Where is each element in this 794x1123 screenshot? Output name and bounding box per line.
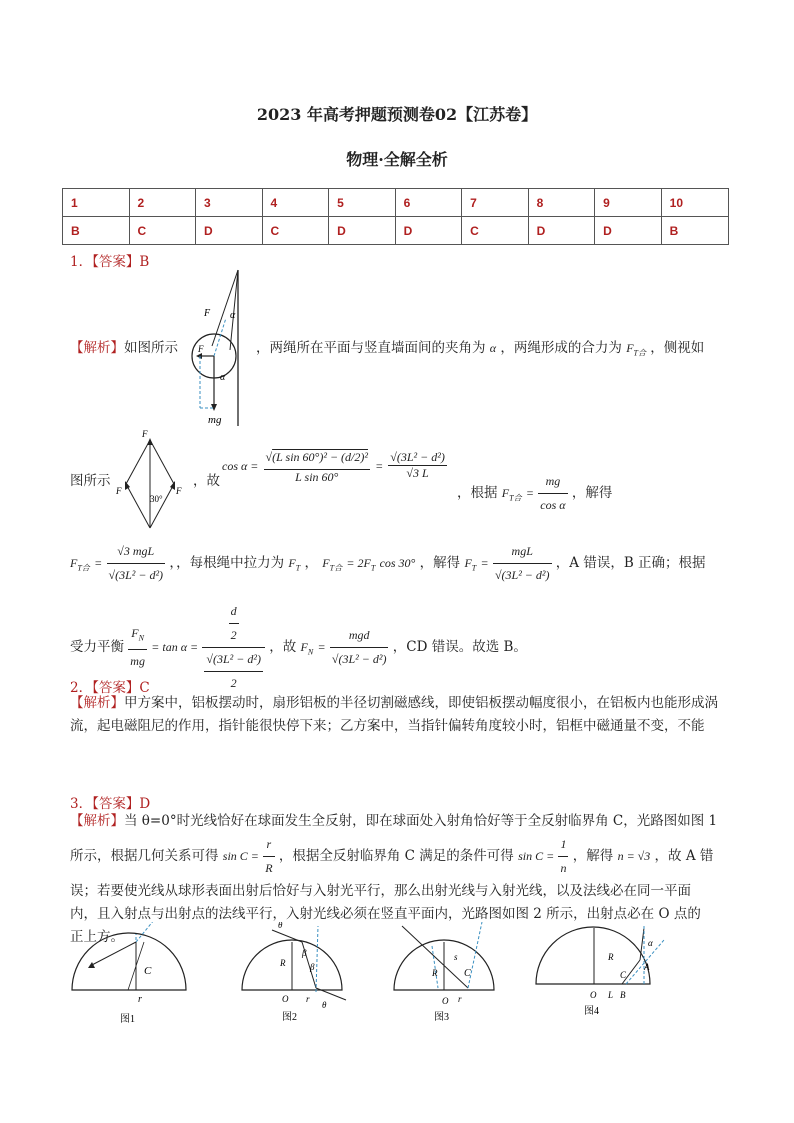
fig-label: α (220, 372, 226, 383)
math-fraction (107, 540, 166, 587)
answer-cell: D (196, 217, 263, 245)
q1-line2-b: ，故 (193, 473, 220, 489)
fig-label: r (306, 994, 310, 1004)
answer-cell: D (528, 217, 595, 245)
hemisphere (72, 933, 186, 990)
text-run: ，故 A 错 (654, 848, 714, 864)
fig-label: O (442, 996, 449, 1006)
text-run: 如图所示 (124, 340, 178, 356)
math-fraction (202, 600, 265, 695)
paper-title: 2023 年高考押题预测卷02【江苏卷】 (256, 105, 538, 124)
text-run: ，根据 (457, 485, 498, 501)
text-run: ，A 错误，B 正确；根据 (555, 555, 706, 571)
eq-cos-alpha (222, 446, 447, 485)
math-run: = (94, 556, 103, 570)
math-f: F (70, 556, 78, 570)
text-run: 甲方案中，铝板摆动时，扇形铝板的半径切割磁感线，即使铝板摆动幅度很小，在铝板内也能形成涡流，起电磁阻尼的作用，指针能很快停下来；乙方案中，当指针偏转角度较小时，铝框中磁通量不变，不能 (70, 695, 718, 734)
arrowhead (125, 481, 130, 490)
math-numerator: 1 (558, 833, 568, 857)
text-run: 受力平衡 (70, 639, 124, 655)
q1-line1-left (70, 337, 178, 360)
math-f: F (288, 556, 296, 570)
math-f: F (322, 556, 330, 570)
question-number-cell: 6 (395, 189, 462, 217)
math-f: F (464, 556, 472, 570)
math-sub: N (138, 633, 144, 643)
math-numerator: √(L sin 60°)² − (d/2)² (264, 446, 370, 470)
fig-caption: 图1 (120, 1014, 135, 1025)
math-denominator: cos α (540, 498, 566, 512)
math-sub: T (295, 563, 301, 573)
math-fraction (229, 600, 239, 647)
answer-table (62, 188, 729, 245)
math-fraction (538, 470, 567, 517)
question-number-cell: 3 (196, 189, 263, 217)
q1-line2-a: 图所示 (70, 473, 111, 489)
math-numerator: mg (538, 470, 567, 494)
math-run: = (317, 640, 326, 654)
math-run: sin C = (518, 849, 555, 863)
text-line: 正上方。 (70, 929, 124, 945)
math-denominator: √3 L (406, 466, 429, 480)
fig-label: B (620, 990, 626, 1000)
math-fraction (263, 833, 274, 880)
dashed-line (136, 922, 154, 942)
answer-cell: D (395, 217, 462, 245)
fig-label: A (644, 962, 650, 972)
fig-label: R (608, 952, 614, 962)
fig-caption: 图4 (584, 1006, 599, 1017)
math-numerator: mgd (330, 624, 389, 648)
dashed-line (316, 926, 318, 992)
text-line (70, 810, 730, 833)
math-denominator: √(3L² − d²) (331, 652, 387, 666)
math-run: cos 30° (379, 556, 416, 570)
answer-cell: D (329, 217, 396, 245)
math-fraction (128, 622, 147, 673)
math-denominator: n (560, 861, 567, 875)
text-run: ，解得 (571, 485, 613, 501)
q1-line2-c (457, 470, 612, 517)
q3-answer-label: 3．【答案】D (70, 796, 151, 812)
question-number-cell: 9 (595, 189, 662, 217)
fig-label: r (138, 994, 142, 1005)
math-sub: T合 (77, 563, 90, 573)
math-alpha: α (489, 341, 497, 355)
q1-ball-figure (190, 268, 260, 428)
q2-explanation (70, 692, 726, 738)
fig-label: L (608, 990, 614, 1000)
fig-caption: 图3 (434, 1012, 449, 1023)
answer-table-answer-row (63, 217, 729, 245)
tension-line (126, 484, 150, 528)
q1-force-triangle-figure (112, 428, 192, 533)
math-numerator: √(3L² − d²) (204, 648, 263, 672)
math-denominator: 2 (230, 628, 237, 642)
math-fraction (264, 446, 370, 485)
figure-2 (242, 922, 346, 1023)
triangle-side (150, 440, 174, 484)
answer-cell: B (661, 217, 728, 245)
text-run: 当 θ=0°时光线恰好在球面发生全反射，即在球面处入射角恰好等于全反射临界角 C，光路图如图 1 (124, 813, 718, 829)
math-denominator: R (265, 861, 273, 875)
text-run: ，侧视如 (650, 340, 705, 356)
text-line: 误；若要使光线从球形表面出射后恰好与入射光平行，那么出射光线与入射光线，以及法线必在同一平面 (70, 883, 691, 899)
math-denominator: √(3L² − d²) (108, 568, 164, 582)
math-f: F (626, 341, 634, 355)
fig-label: θ (322, 1000, 327, 1010)
math-fraction (558, 833, 568, 880)
fig-label: mg (208, 414, 222, 426)
math-run: = (480, 556, 489, 570)
fig-label: C (620, 970, 627, 980)
arrowhead (88, 962, 95, 968)
question-number-cell: 10 (661, 189, 728, 217)
arrowhead (147, 438, 153, 445)
math-denominator: √(3L² − d²) (494, 568, 550, 582)
text-line: 内，且入射点与出射点的法线平行，入射光线必须在竖直平面内，光路图如图 2 所示，出射点必在 O 点的 (70, 906, 701, 922)
q1-answer-label: 1．【答案】B (70, 254, 150, 270)
math-denominator: 2 (230, 676, 237, 690)
text-run: ，两绳形成的合力为 (500, 340, 622, 356)
fig-label: β (310, 962, 315, 972)
text-run: ，两绳所在平面与竖直墙面间的夹角为 (256, 340, 486, 356)
math-sub: N (307, 647, 314, 657)
math-run: (L sin 60°)² − (d/2)² (272, 450, 368, 464)
fig-label: C (144, 965, 152, 977)
question-number-cell: 5 (329, 189, 396, 217)
fig-caption: 图2 (282, 1012, 297, 1023)
fig-label: O (282, 994, 289, 1004)
fig-label: R (280, 958, 286, 968)
fig-label: F (142, 429, 148, 439)
dashed-line (432, 946, 438, 988)
fig-label: 30° (150, 494, 163, 504)
paper-subtitle: 物理·全解全析 (346, 150, 448, 169)
fig-label: F (204, 308, 211, 319)
q3-figures (70, 922, 730, 1027)
text-run: ，每根绳中拉力为 (176, 555, 285, 571)
answer-cell: C (462, 217, 529, 245)
math-run: cos α = (222, 459, 259, 473)
fig-label: F (116, 486, 122, 496)
math-numerator: d (229, 600, 239, 624)
jiexi-tag: 【解析】 (70, 695, 124, 711)
answer-table-number-row (63, 189, 729, 217)
arrowhead (170, 481, 175, 490)
fig-label: α (230, 310, 236, 321)
jiexi-tag: 【解析】 (70, 340, 124, 356)
math-numerator (128, 622, 147, 650)
math-run: = 2F (346, 556, 371, 570)
question-number-cell: 8 (528, 189, 595, 217)
figure-4 (536, 926, 664, 1017)
light-ray (90, 942, 136, 966)
text-run: ，故 (269, 639, 297, 655)
math-numerator: √3 mgL (107, 540, 166, 564)
fig-label: s (454, 952, 458, 962)
math-run: F (131, 625, 139, 640)
answer-cell: D (595, 217, 662, 245)
math-run: = (525, 486, 534, 500)
math-run: = tan α = (151, 640, 199, 654)
math-f: F (300, 640, 308, 654)
math-denominator: L sin 60° (295, 470, 339, 484)
fig-label: R (432, 968, 438, 978)
math-fraction (204, 648, 263, 695)
text-line (70, 833, 730, 880)
math-run: n = √3 (617, 849, 651, 863)
math-fraction (388, 450, 447, 481)
math-run: = (375, 459, 384, 473)
math-sub: T (370, 563, 376, 573)
text-run: ，根据全反射临界角 C 满足的条件可得 (278, 848, 514, 864)
text-run: ，解得 (572, 848, 614, 864)
fig-label: β (302, 948, 307, 958)
answer-cell: C (262, 217, 329, 245)
math-numerator: mgL (493, 540, 552, 564)
jiexi-tag: 【解析】 (70, 813, 124, 829)
figure-3 (394, 922, 494, 1023)
math-sub: T合 (633, 348, 646, 358)
text-run: 所示，根据几何关系可得 (70, 848, 219, 864)
math-sub: T合 (329, 563, 343, 573)
fig-label: O (590, 990, 597, 1000)
question-number-cell: 4 (262, 189, 329, 217)
q1-line1-right (256, 337, 704, 365)
tension-line (150, 484, 174, 528)
q2-answer-label: 2．【答案】C (70, 680, 150, 696)
question-number-cell: 7 (462, 189, 529, 217)
text-run: ，解得 (419, 555, 461, 571)
fig-label: F (176, 486, 182, 496)
math-run: sin C = (222, 849, 259, 863)
question-number-cell: 1 (63, 189, 130, 217)
math-numerator: r (263, 833, 274, 857)
triangle-side (126, 440, 150, 484)
math-sub: T (471, 563, 477, 573)
text-run: ，CD 错误。故选 B。 (392, 639, 527, 655)
fig-label: C (464, 968, 471, 979)
math-denominator: mg (130, 654, 145, 669)
text-run: ， (304, 555, 318, 571)
math-sub: T合 (509, 493, 522, 503)
fig-label: F (198, 344, 204, 354)
math-fraction (493, 540, 552, 587)
math-numerator: √(3L² − d²) (390, 450, 445, 464)
math-fraction (330, 624, 389, 671)
fig-label: α (648, 938, 653, 948)
math-numerator (202, 600, 265, 648)
answer-cell: C (129, 217, 196, 245)
light-ray (402, 926, 468, 988)
q1-line3 (70, 540, 706, 587)
fig-label: r (458, 994, 462, 1004)
math-f: F (501, 486, 510, 500)
figure-1 (72, 922, 186, 1025)
text-run: ， (169, 555, 177, 571)
answer-cell: B (63, 217, 130, 245)
math-denominator (202, 648, 265, 695)
fig-label: θ (278, 922, 283, 930)
question-number-cell: 2 (129, 189, 196, 217)
